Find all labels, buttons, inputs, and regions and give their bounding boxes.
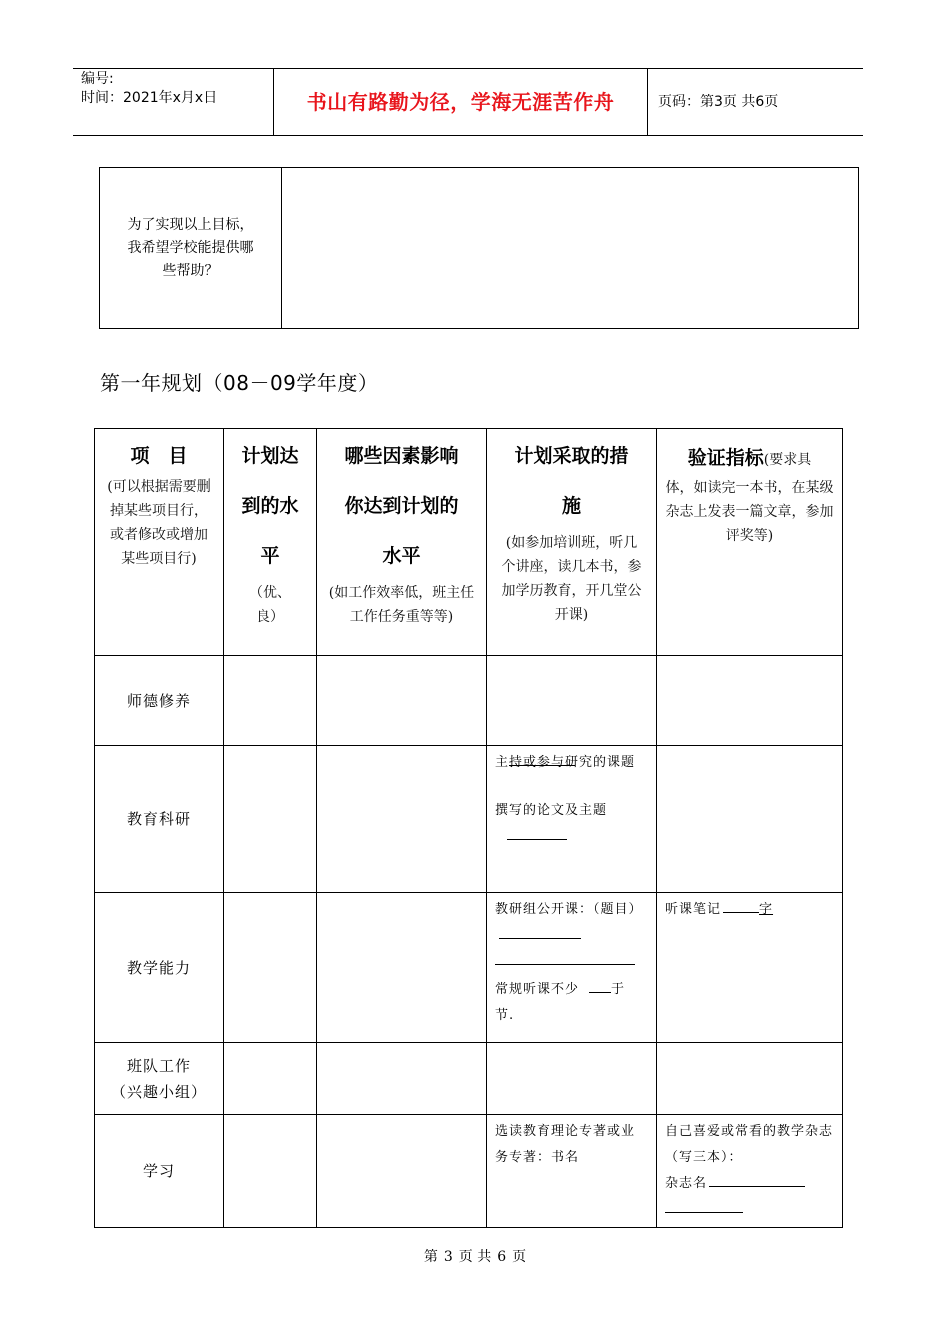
col-note: (如工作效率低，班主任工作任务重等等) [328,585,475,625]
col-note: 体，如读完一本书，在某级杂志上发表一篇文章，参加评奖等) [665,480,834,544]
col-title: 平 [260,545,280,567]
level-cell[interactable] [224,656,317,746]
listen-unit: 于 [611,982,626,997]
help-label-line: 为了实现以上目标， [127,216,254,233]
magazine-prompt: 自己喜爱或常看的教学杂志（写三本）： [665,1124,834,1165]
lesson-notes-prompt: 听课笔记 [665,902,722,917]
table-row [95,656,843,746]
row-label-text: 教育科研 [126,810,191,828]
open-class-prompt: 教研组公开课：（题目） [495,902,643,917]
col-header-level [224,429,317,656]
magazine-name-blank[interactable] [709,1171,805,1187]
school-help-label [100,168,282,328]
col-header-measures [487,429,657,656]
col-title: 计划采取的措 [514,445,629,467]
footer-page-number: 3 [443,1249,453,1265]
footer-suffix: 页 [512,1249,527,1265]
factors-cell[interactable] [317,1115,487,1228]
col-title: 水平 [382,545,421,567]
level-cell[interactable] [224,893,317,1043]
row-label [95,1043,224,1115]
row-label [95,893,224,1043]
table-row [95,746,843,893]
col-note: (如参加培训班，听几个讲座，读几本书，参加学历教育，开几堂公开课) [501,535,642,623]
open-class-blank-2[interactable] [495,949,635,965]
books-prompt: 选读教育理论专著或业务专著：书名 [495,1124,636,1165]
date-label: 时间：2021年x月x日 [81,90,218,106]
header-meta [73,69,274,135]
lesson-notes-unit: 字 [759,902,774,917]
magazine-name-blank-2[interactable] [665,1197,743,1213]
indicators-cell[interactable] [657,656,843,746]
row-label [95,656,224,746]
open-class-blank[interactable] [499,923,581,939]
table-header-row [95,429,843,656]
col-header-factors [317,429,487,656]
col-note: （优、良） [249,585,291,625]
listen-prompt: 常规听课不少 [495,982,580,997]
number-label: 编号: [81,71,114,87]
footer-prefix: 第 [423,1249,438,1265]
footer-mid: 页 共 [458,1249,492,1265]
indicators-cell[interactable] [657,1115,843,1228]
factors-cell[interactable] [317,656,487,746]
school-help-box [99,167,859,329]
header-page-label: 页码：第3页 共6页 [658,94,779,110]
table-row [95,893,843,1043]
col-title: 验证指标 [687,447,764,469]
row-label-text: 班队工作 [126,1056,191,1075]
listen-end: 节. [495,1008,515,1023]
level-cell[interactable] [224,1115,317,1228]
indicators-cell[interactable] [657,893,843,1043]
lesson-notes-blank[interactable] [723,897,759,913]
col-title: 到的水 [241,495,299,517]
row-label [95,746,224,893]
page-header [73,68,863,136]
col-note: (可以根据需要删掉某些项目行，或者修改或增加某些项目行) [107,479,211,567]
row-label-text: 学习 [142,1162,175,1180]
header-motto: 书山有路勤为径，学海无涯苦作舟 [274,69,648,135]
footer-total-pages: 6 [497,1249,507,1265]
col-title: 计划达 [241,445,299,467]
level-cell[interactable] [224,1043,317,1115]
col-title: 项 目 [130,445,188,467]
measures-cell[interactable] [487,1115,657,1228]
col-title-note: (要求具 [763,452,812,468]
col-title: 你达到计划的 [344,495,459,517]
measures-cell[interactable] [487,1043,657,1115]
table-row [95,1043,843,1115]
row-label-text: 师德修养 [126,691,191,710]
paper-prompt: 撰写的论文及主题 [495,803,608,818]
factors-cell[interactable] [317,746,487,893]
indicators-cell[interactable] [657,1043,843,1115]
col-header-item [95,429,224,656]
indicators-cell[interactable] [657,746,843,893]
topic-blank[interactable] [509,750,575,766]
section-title: 第一年规划（08－09学年度） [100,371,379,395]
research-topic-prompt: 主持或参与研究的课题 [495,755,636,770]
col-title: 施 [561,495,581,517]
row-label [95,1115,224,1228]
paper-blank[interactable] [507,824,567,840]
level-cell[interactable] [224,746,317,893]
help-label-line: 些帮助？ [162,262,219,279]
col-title: 哪些因素影响 [344,445,459,467]
row-label-text: （兴趣小组） [110,1082,207,1101]
measures-cell[interactable] [487,893,657,1043]
help-label-line: 我希望学校能提供哪 [127,239,254,256]
listen-blank[interactable] [589,977,611,993]
factors-cell[interactable] [317,1043,487,1115]
table-row [95,1115,843,1228]
col-header-indicators [657,429,843,656]
magazine-name-label: 杂志名 [665,1176,708,1191]
row-label-text: 教学能力 [126,958,191,977]
first-year-plan-table [94,428,843,1228]
measures-cell[interactable] [487,746,657,893]
page-footer [0,1246,950,1266]
measures-cell[interactable] [487,656,657,746]
factors-cell[interactable] [317,893,487,1043]
